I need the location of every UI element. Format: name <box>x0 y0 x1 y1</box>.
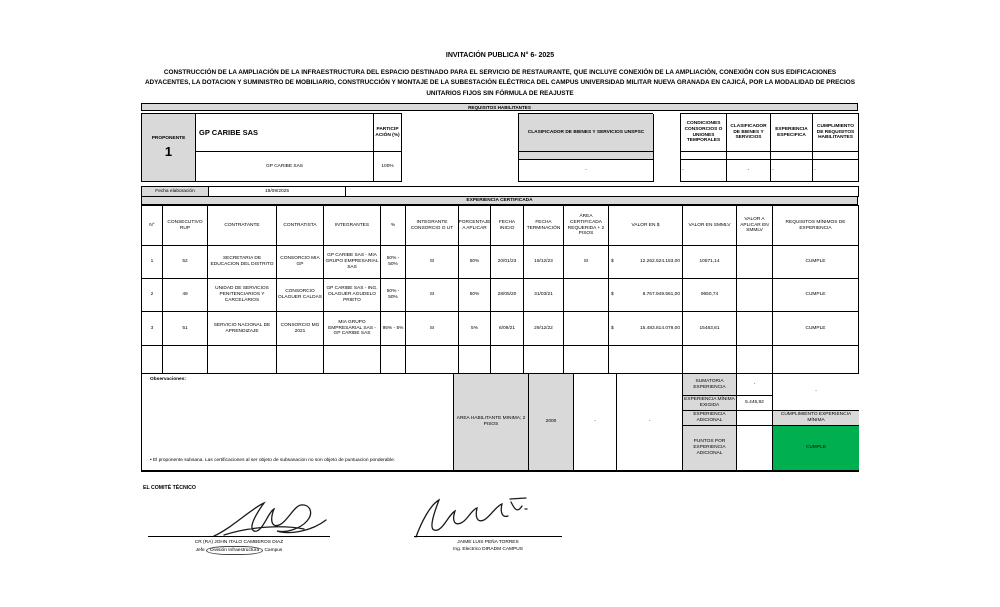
row1-rup: 52 <box>163 246 208 279</box>
row4-empty <box>142 346 163 374</box>
row1-pct: 50% - 50% <box>381 246 406 279</box>
band-requisitos-habilitantes: REQUISITOS HABILITANTES <box>141 103 858 111</box>
experiencia-table <box>141 205 859 374</box>
clasificador-unspsc-valor: - <box>519 160 654 182</box>
fecha-elaboracion-label: Fecha elaboración <box>142 187 209 197</box>
row3-requisito: CUMPLE <box>773 312 859 346</box>
row3-contratante: SERVICIO NACIONAL DE APRENDIZAJE <box>208 312 277 346</box>
condiciones-col4-header: CUMPLIMIENTO DE REQUISITOS HABILITANTES <box>813 114 859 152</box>
signature-1-name: CR (RA) JOHN ITALO CAMBEROS DIAZ <box>194 540 284 545</box>
valor-amount: 12.262.524.153,00 <box>639 259 680 265</box>
signature-1-title <box>148 546 330 555</box>
row1-consorcio-ut: SI <box>406 246 459 279</box>
row4-empty <box>683 346 737 374</box>
valor-amount: 8.767.949.561,00 <box>642 292 680 298</box>
condiciones-val3: - <box>771 160 813 182</box>
col-header-fecha-inicio: FECHA INICIO <box>491 206 524 246</box>
row3-valor <box>609 312 683 346</box>
puntos-valor <box>737 426 773 471</box>
row2-contratista: CONSORCIO OLAGUER CALDAS <box>277 279 324 312</box>
col-header-contratista: CONTRATISTA <box>277 206 324 246</box>
doc-subtitle: CONSTRUCCIÓN DE LA AMPLIACIÓN DE LA INFRAESTRUCTURA DEL ESPACIO DESTINADO PARA EL SERVICIO DE RESTAURANTE, QUE INCLUYE CONEXIÓN DE LA AMPLIACIÓN, CONEXIÓN CON SUS EDIFICACIONES ADYACENTES, LA DOTACION Y SUMINISTRO DE MOBILIARIO, CONSTRUCCIÓN Y MONTAJE DE LA SUBESTACIÓN ELÉCTRICA DEL CAMPUS UNIVERSIDAD MILITAR NUEVA GRANADA EN CAJICÁ, POR LA MODALIDAD DE PRECIOS UNITARIOS FIJOS SIN FÓRMULA DE REAJUSTE <box>144 69 856 97</box>
condiciones-val2: - <box>727 160 771 182</box>
row1-contratista: CONSORCIO MIA GP <box>277 246 324 279</box>
row1-area: SI <box>564 246 609 279</box>
proponente-table <box>141 113 402 182</box>
row3-integrantes: MIA GRUPO EMPRESARIAL SAS - GP CARIBE SAS <box>324 312 381 346</box>
currency-sign: $ <box>611 259 614 265</box>
col-header-consecutivo-rup: CONSECUTIVO RUP <box>163 206 208 246</box>
condiciones-spacer <box>771 152 813 160</box>
observaciones-cell <box>142 374 454 471</box>
col-header-integrantes: INTEGRANTES <box>324 206 381 246</box>
col-header-area-certificada: ÁREA CERTIFICADA REQUERIDA + 2 PISOS <box>564 206 609 246</box>
row1-aplicar-smmlv <box>737 246 773 279</box>
col-header-valor-aplicar-smmlv: VALOR A APLICAR EN SMMLV <box>737 206 773 246</box>
row2-pct: 50% - 50% <box>381 279 406 312</box>
row3-fecha-inicio: 6/09/21 <box>491 312 524 346</box>
row2-fecha-inicio: 28/05/20 <box>491 279 524 312</box>
adicional-label: EXPERIENCIA ADICIONAL <box>683 411 737 426</box>
row4-empty <box>277 346 324 374</box>
col-header-pct: % <box>381 206 406 246</box>
participacion-header: PARTICIPACIÓN (%) <box>374 114 402 152</box>
cumplimiento-valor: CUMPLE <box>773 426 859 471</box>
condiciones-col2-header: CLASIFICADOR DE BIENES Y SERVICIOS <box>727 114 771 152</box>
row2-valor <box>609 279 683 312</box>
minima-label: EXPERIENCIA MÍNIMA EXIGIDA <box>683 396 737 411</box>
row1-requisito: CUMPLE <box>773 246 859 279</box>
signature-2-name: JAIME LUIS PEÑA TORRES <box>457 540 519 545</box>
col-header-contratante: CONTRATANTE <box>208 206 277 246</box>
row3-rup: 51 <box>163 312 208 346</box>
condiciones-spacer <box>727 152 771 160</box>
puntos-label: PUNTOS POR EXPERIENCIA ADICIONAL <box>683 426 737 471</box>
fecha-elaboracion-valor: 18/09/2025 <box>209 187 346 197</box>
observaciones-nota: • El proponente subsana. Las certificaciones al ser objeto de subsanacion no son objeto de puntuacion ponderable. <box>150 458 396 464</box>
resumen-merged-dash: - <box>773 374 859 411</box>
row1-contratante: SECRETARIA DE EDUCACION DEL DISTRITO <box>208 246 277 279</box>
band-experiencia-certificada: EXPERIENCIA CERTIFICADA <box>141 196 858 205</box>
row2-contratante: UNIDAD DE SERVICIOS PENITENCIARIOS Y CARCELARIOS <box>208 279 277 312</box>
row2-integrantes: GP CARIBE SAS - ING. OLAGUER AGUDELO PRIETO <box>324 279 381 312</box>
row2-n: 2 <box>142 279 163 312</box>
condiciones-spacer <box>681 152 727 160</box>
row1-fecha-fin: 19/12/23 <box>524 246 564 279</box>
cargo-circled: División Infraestructura <box>206 546 263 555</box>
col-header-n: N° <box>142 206 163 246</box>
proponente-nombre-header: GP CARIBE SAS <box>196 114 374 152</box>
area-habilitante-valor: 2000 <box>529 374 574 471</box>
row4-empty <box>564 346 609 374</box>
condiciones-val4: - <box>813 160 859 182</box>
col-header-porcentaje-aplicar: PORCENTAJE A APLICAR <box>459 206 491 246</box>
row4-empty <box>609 346 683 374</box>
signature-1-line <box>148 506 330 537</box>
cargo-post: Campus <box>264 548 283 553</box>
row1-valor <box>609 246 683 279</box>
condiciones-col1-header: CONDICIONES CONSORCIOS O UNIONES TEMPORALES <box>681 114 727 152</box>
proponente-label: PROPONENTE <box>151 135 186 141</box>
col-header-valor-smmlv: VALOR EN SMMLV <box>683 206 737 246</box>
col-header-requisitos-minimos: REQUISITOS MÍNIMOS DE EXPERIENCIA <box>773 206 859 246</box>
signature-2-title: Ing. Electrico DIRADM CAMPUS <box>453 547 523 552</box>
row3-pct: 95% - 5% <box>381 312 406 346</box>
row4-empty <box>381 346 406 374</box>
resumen-dash2: - <box>617 374 683 471</box>
condiciones-val1: - <box>681 160 727 182</box>
row2-fecha-fin: 31/03/21 <box>524 279 564 312</box>
row3-area <box>564 312 609 346</box>
row3-fecha-fin: 29/12/22 <box>524 312 564 346</box>
row2-area <box>564 279 609 312</box>
adicional-valor <box>737 411 773 426</box>
row4-empty <box>491 346 524 374</box>
row3-contratista: CONSORCIO MG 2021 <box>277 312 324 346</box>
resumen-block <box>141 373 859 472</box>
row4-empty <box>163 346 208 374</box>
area-habilitante-label: AREA HABILITANTE MINIMA; 2 PISOS <box>454 374 529 471</box>
row3-pct-aplicar: 5% <box>459 312 491 346</box>
currency-sign: $ <box>611 292 614 298</box>
row3-smmlv: 15483,81 <box>683 312 737 346</box>
row4-empty <box>324 346 381 374</box>
signature-2-line <box>414 506 562 537</box>
row2-smmlv: 9650,74 <box>683 279 737 312</box>
condiciones-table <box>680 113 859 182</box>
observaciones-label: Observaciones: <box>150 377 186 382</box>
sumatoria-valor: - <box>737 374 773 396</box>
row4-empty <box>773 346 859 374</box>
row4-empty <box>459 346 491 374</box>
col-header-fecha-terminacion: FECHA TERMINACIÓN <box>524 206 564 246</box>
row1-n: 1 <box>142 246 163 279</box>
doc-title: INVITACIÓN PUBLICA N° 6- 2025 <box>445 52 555 59</box>
row1-fecha-inicio: 20/01/23 <box>491 246 524 279</box>
sumatoria-label: SUMATORIA EXPERIENCIA <box>683 374 737 396</box>
row2-consorcio-ut: SI <box>406 279 459 312</box>
row2-requisito: CUMPLE <box>773 279 859 312</box>
resumen-dash1: - <box>574 374 617 471</box>
cargo-pre: Jefe <box>195 548 205 553</box>
row1-integrantes: GP CARIBE SAS - MIA GRUPO EMPRESARIAL SAS <box>324 246 381 279</box>
clasificador-unspsc-table <box>518 113 653 182</box>
row4-empty <box>406 346 459 374</box>
proponente-label-cell <box>142 114 196 182</box>
row1-smmlv: 10571,14 <box>683 246 737 279</box>
condiciones-col3-header: EXPERIENCIA ESPECIFICA <box>771 114 813 152</box>
row2-aplicar-smmlv <box>737 279 773 312</box>
col-header-valor: VALOR EN $ <box>609 206 683 246</box>
valor-amount: 15.483.814.078,00 <box>639 325 680 331</box>
row4-empty <box>737 346 773 374</box>
clasificador-unspsc-header: CLASIFICADOR DE BIENES Y SERVICIOS UNSPSC <box>519 114 654 152</box>
participacion-valor: 100% <box>374 152 402 182</box>
minima-valor: 5.445,92 <box>737 396 773 411</box>
row2-pct-aplicar: 50% <box>459 279 491 312</box>
currency-sign: $ <box>611 325 614 331</box>
row4-empty <box>208 346 277 374</box>
clasificador-unspsc-spacer <box>519 152 654 160</box>
cumplimiento-label: CUMPLIMIENTO EXPERIENCIA MÍNIMA <box>773 411 859 426</box>
row2-rup: 49 <box>163 279 208 312</box>
row4-empty <box>524 346 564 374</box>
row1-pct-aplicar: 50% <box>459 246 491 279</box>
col-header-integrante-consorcio: INTEGRANTE CONSORCIO O UT <box>406 206 459 246</box>
row3-consorcio-ut: SI <box>406 312 459 346</box>
proponente-integrante: GP CARIBE SAS <box>196 152 374 182</box>
row3-n: 3 <box>142 312 163 346</box>
condiciones-spacer <box>813 152 859 160</box>
comite-tecnico-label: EL COMITÉ TÉCNICO <box>143 485 196 491</box>
row3-aplicar-smmlv <box>737 312 773 346</box>
proponente-number: 1 <box>164 143 173 159</box>
